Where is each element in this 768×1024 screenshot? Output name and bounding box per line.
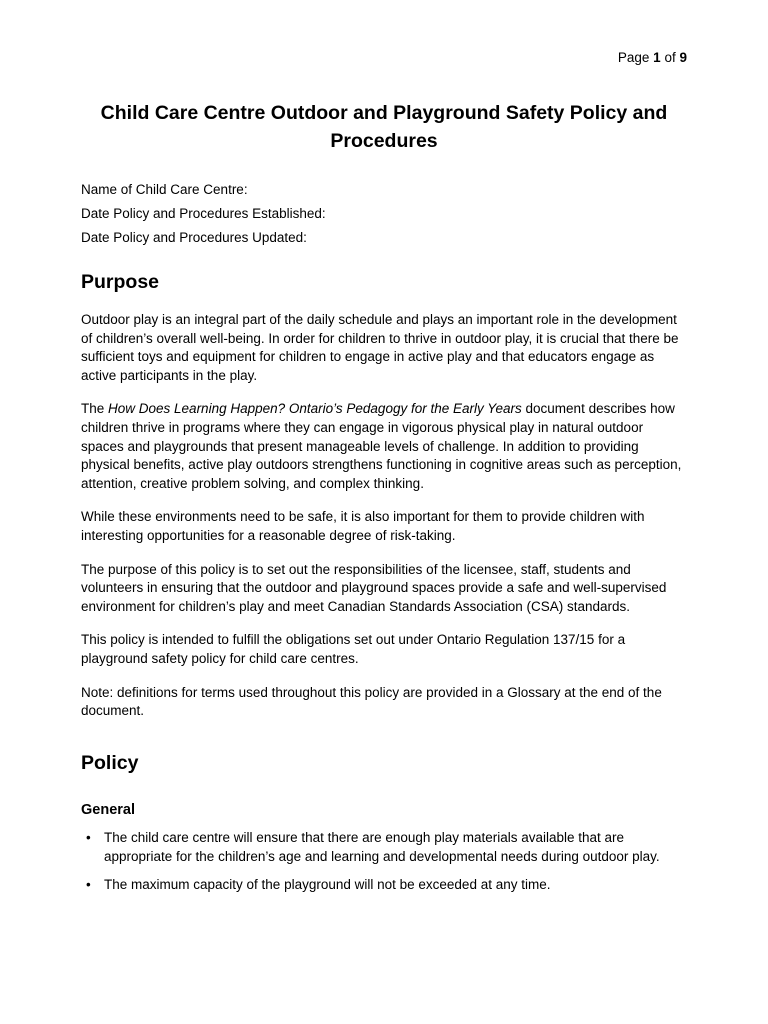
document-title: Child Care Centre Outdoor and Playground Safety Policy and Procedures	[100, 102, 668, 152]
page-current: 1	[653, 50, 661, 65]
purpose-paragraph-5: This policy is intended to fulfill the obligations set out under Ontario Regulation 137/15 for a playground safety policy for child care centres.	[81, 632, 626, 666]
purpose-paragraph-2-post: document describes how children thrive in programs where they can engage in vigorous physical play in natural outdoor spaces and playgrounds that present manageable levels of challenge. In addition to providing physical benefits, active play outdoors strengthens functioning in cognitive areas such as perception, attention, creative problem solving, and complex thinking.	[81, 401, 682, 491]
purpose-paragraph-2	[81, 400, 687, 493]
list-item: • The child care centre will ensure that there are enough play materials available that are appropriate for the children’s age and learning and developmental needs during outdoor play.	[81, 829, 687, 866]
purpose-heading: Purpose	[81, 271, 160, 293]
meta-date-updated: Date Policy and Procedures Updated:	[81, 230, 307, 245]
page-total: 9	[679, 50, 687, 65]
purpose-paragraph-2-pre: The	[81, 401, 109, 417]
pedagogy-document-title: How Does Learning Happen? Ontario’s Pedagogy for the Early Years	[108, 401, 522, 417]
purpose-body	[81, 311, 687, 736]
list-item: • The maximum capacity of the playground will not be exceeded at any time.	[81, 876, 687, 895]
page-of: of	[664, 50, 676, 65]
meta-date-established: Date Policy and Procedures Established:	[81, 206, 326, 221]
page-prefix: Page	[617, 50, 650, 65]
purpose-paragraph-6: Note: definitions for terms used throughout this policy are provided in a Glossary at the end of the document.	[81, 684, 662, 719]
meta-centre-name: Name of Child Care Centre:	[81, 182, 248, 197]
general-bullet-list	[81, 829, 687, 905]
purpose-paragraph-3: While these environments need to be safe, it is also important for them to provide children with interesting opportunities for a reasonable degree of risk-taking.	[81, 509, 645, 543]
purpose-paragraph-1: Outdoor play is an integral part of the daily schedule and plays an important role in the development of children’s overall well-being. In order for children to thrive in outdoor play, it is crucial that there be sufficient toys and equipment for children to engage in active play and that educators engage as active participants in the play.	[81, 312, 679, 383]
general-subheading: General	[81, 802, 135, 818]
policy-meta	[81, 178, 687, 250]
page-number	[618, 50, 687, 66]
purpose-paragraph-4: The purpose of this policy is to set out the responsibilities of the licensee, staff, students and volunteers in ensuring that the outdoor and playground spaces provide a safe and well-supervised environment for children’s play and meet Canadian Standards Association (CSA) standards.	[81, 561, 667, 614]
policy-heading: Policy	[81, 752, 139, 774]
